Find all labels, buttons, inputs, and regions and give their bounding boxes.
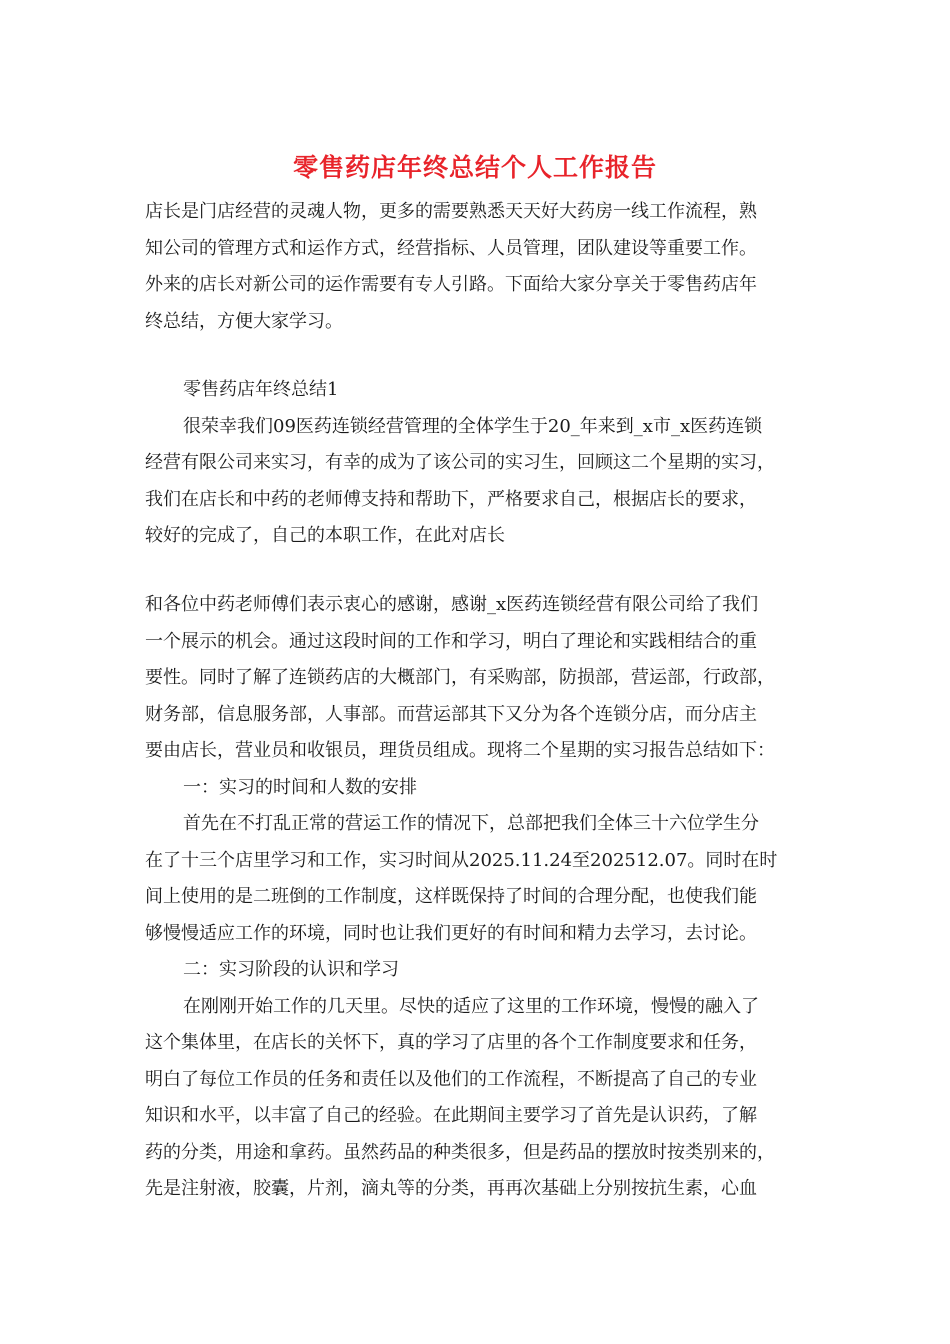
para2 [145, 587, 815, 1208]
para1-line: 很荣幸我们09医药连锁经营管理的全体学生于20_年来到_x市_x医药连锁 [183, 415, 763, 437]
para1-line: 经营有限公司来实习，有幸的成为了该公司的实习生，回顾这二个星期的实习， [145, 452, 775, 473]
para2-line: 要由店长，营业员和收银员，理货员组成。现将二个星期的实习报告总结如下： [145, 740, 775, 761]
para3-line: 够慢慢适应工作的环境，同时也让我们更好的有时间和精力去学习，去讨论。 [145, 922, 757, 944]
para2-line: 和各位中药老师傅们表示衷心的感谢，感谢_x医药连锁经营有限公司给了我们 [145, 594, 759, 615]
intro-line: 终总结，方便大家学习。 [145, 310, 343, 332]
heading-two: 二：实习阶段的认识和学习 [183, 959, 399, 980]
section1-heading: 零售药店年终总结1 [183, 379, 339, 400]
section1 [145, 372, 815, 555]
para4-line: 在刚刚开始工作的几天里。尽快的适应了这里的工作环境，慢慢的融入了 [183, 995, 759, 1017]
para4-line: 知识和水平，以丰富了自己的经验。在此期间主要学习了首先是认识药，了解 [145, 1105, 757, 1126]
para4-line: 先是注射液，胶囊，片剂，滴丸等的分类，再再次基础上分别按抗生素，心血 [145, 1178, 757, 1199]
intro-line: 外来的店长对新公司的运作需要有专人引路。下面给大家分享关于零售药店年 [145, 274, 757, 295]
para1-line: 我们在店长和中药的老师傅支持和帮助下，严格要求自己，根据店长的要求， [145, 488, 757, 510]
intro-line: 知公司的管理方式和运作方式，经营指标、人员管理，团队建设等重要工作。 [145, 237, 757, 259]
para3-line: 间上使用的是二班倒的工作制度，这样既保持了时间的合理分配，也使我们能 [145, 886, 757, 907]
heading-one: 一：实习的时间和人数的安排 [183, 776, 417, 798]
para4-line: 药的分类，用途和拿药。虽然药品的种类很多，但是药品的摆放时按类别来的， [145, 1141, 775, 1163]
para1-line: 较好的完成了，自己的本职工作，在此对店长 [145, 525, 505, 546]
para3-line: 在了十三个店里学习和工作，实习时间从2025.11.24至202512.07。同时在时 [145, 849, 778, 871]
para2-line: 一个展示的机会。通过这段时间的工作和学习，明白了理论和实践相结合的重 [145, 630, 757, 652]
intro-line: 店长是门店经营的灵魂人物，更多的需要熟悉天天好大药房一线工作流程，熟 [145, 201, 757, 222]
intro-paragraph [145, 194, 815, 340]
para4-line: 明白了每位工作员的任务和责任以及他们的工作流程，不断提高了自己的专业 [145, 1068, 757, 1090]
para4-line: 这个集体里，在店长的关怀下，真的学习了店里的各个工作制度要求和任务， [145, 1032, 757, 1053]
para3-line: 首先在不打乱正常的营运工作的情况下，总部把我们全体三十六位学生分 [183, 813, 759, 834]
para2-line: 财务部，信息服务部，人事部。而营运部其下又分为各个连锁分店，而分店主 [145, 703, 757, 725]
document-title: 零售药店年终总结个人工作报告 [292, 153, 657, 182]
para2-line: 要性。同时了解了连锁药店的大概部门，有采购部，防损部，营运部，行政部， [145, 667, 775, 688]
